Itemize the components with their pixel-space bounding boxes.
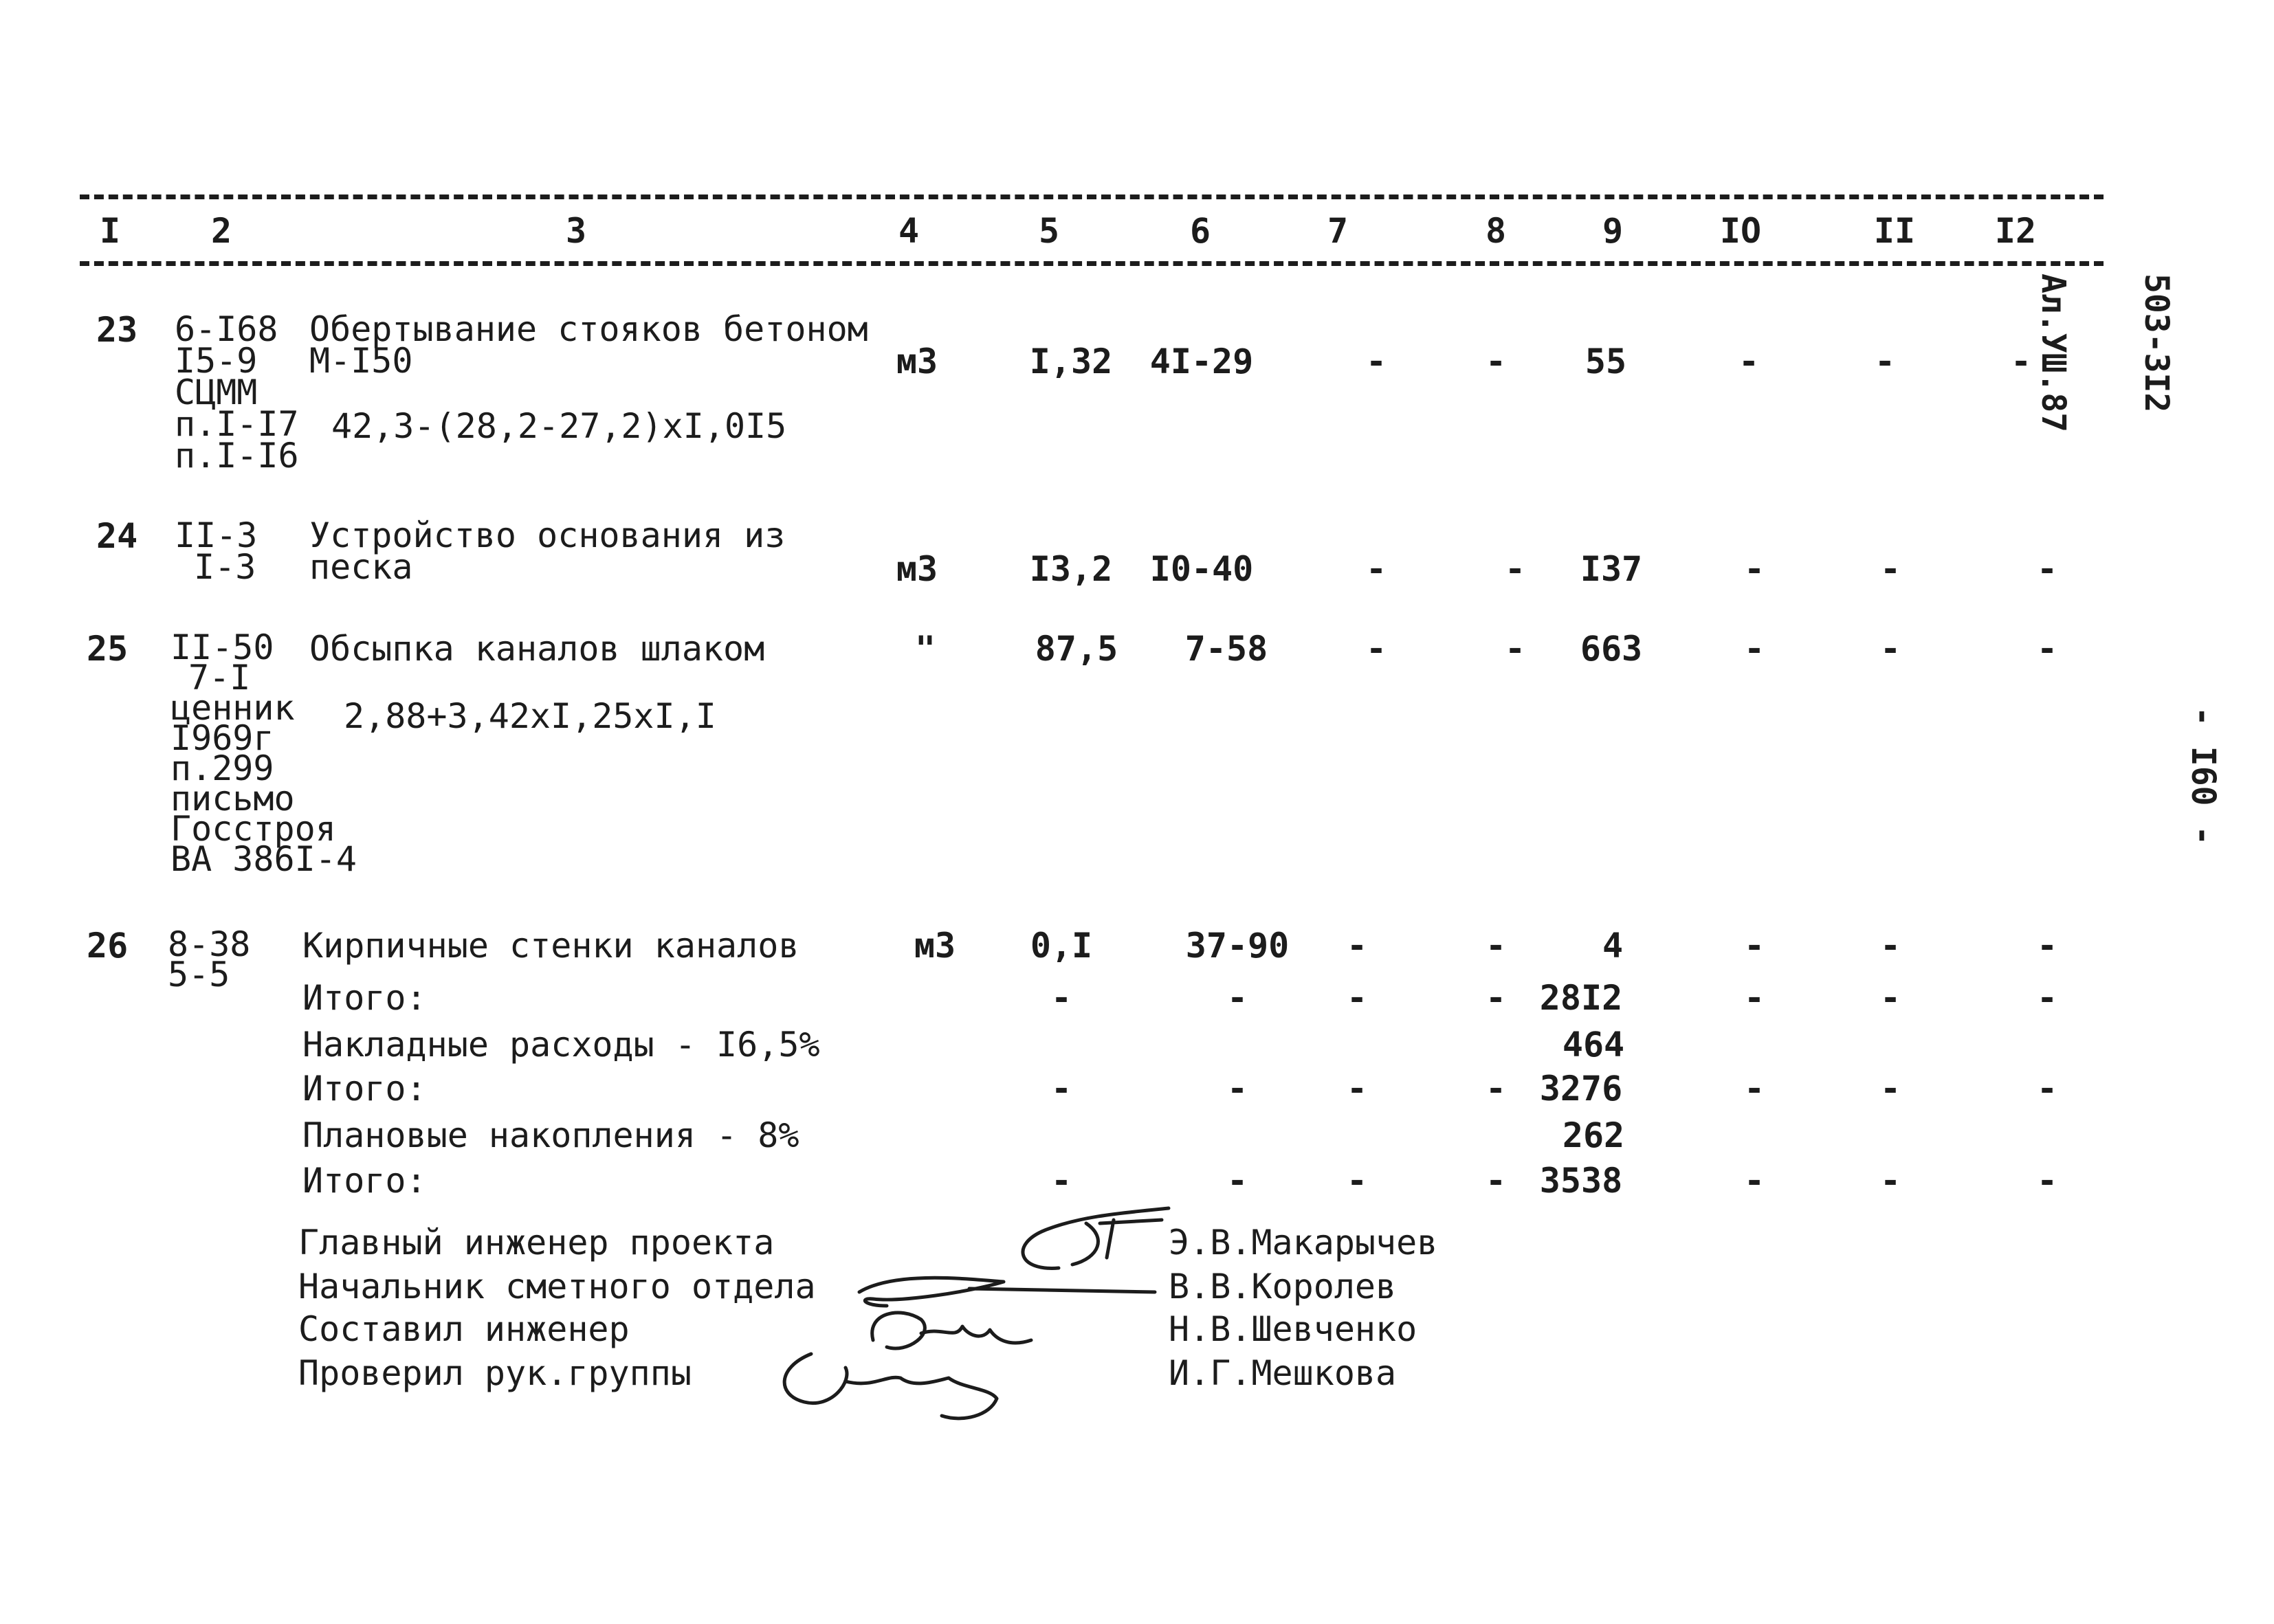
totals-col-10: - bbox=[1743, 1161, 1765, 1201]
rate-code: II-50 7-I ценник I969г п.299 письмо Госстроя ВА 386I-4 bbox=[170, 627, 357, 879]
col-11-value: - bbox=[1879, 629, 1901, 669]
work-description: Кирпичные стенки каналов bbox=[302, 926, 799, 966]
col-11-value: - bbox=[1879, 926, 1901, 966]
totals-col-11: - bbox=[1879, 1069, 1901, 1109]
work-description: Устройство основания из песка bbox=[309, 515, 786, 587]
totals-col-6: - bbox=[1226, 1069, 1248, 1109]
totals-col-10: - bbox=[1743, 978, 1765, 1018]
signature-role: Составил инженер bbox=[298, 1309, 630, 1349]
col-7-value: - bbox=[1365, 629, 1387, 669]
unit-price: 7-58 bbox=[1184, 629, 1268, 669]
totals-col-7: - bbox=[1346, 1069, 1368, 1109]
totals-col-12: - bbox=[2036, 1069, 2058, 1109]
col-header-7: 7 bbox=[1327, 211, 1349, 251]
col-7-value: - bbox=[1365, 549, 1387, 589]
col-10-value: - bbox=[1738, 342, 1760, 381]
unit-price: 37-90 bbox=[1185, 926, 1290, 966]
col-header-2: 2 bbox=[210, 211, 232, 251]
page-number: - I60 - bbox=[2184, 707, 2222, 846]
totals-col-12: - bbox=[2036, 1161, 2058, 1201]
col-8-value: - bbox=[1504, 629, 1526, 669]
volume-formula: 42,3-(28,2-27,2)хI,0I5 bbox=[331, 406, 787, 446]
totals-col-7: - bbox=[1346, 978, 1368, 1018]
quantity: 87,5 bbox=[1035, 629, 1118, 669]
unit-price: I0-40 bbox=[1149, 549, 1254, 589]
totals-col-5: - bbox=[1050, 1069, 1072, 1109]
col-11-value: - bbox=[1879, 549, 1901, 589]
work-description: Обсыпка каналов шлаком bbox=[309, 629, 765, 669]
totals-label: Итого: bbox=[302, 1161, 427, 1201]
col-10-value: - bbox=[1743, 629, 1765, 669]
totals-col-11: - bbox=[1879, 978, 1901, 1018]
rate-code: 6-I68 I5-9 СЦММ п.I-I7 п.I-I6 bbox=[175, 309, 299, 476]
col-header-4: 4 bbox=[898, 211, 920, 251]
doc-code: 503-3I2 bbox=[2137, 274, 2176, 413]
totals-label: Итого: bbox=[302, 978, 427, 1018]
totals-col-9: 3538 bbox=[1539, 1161, 1623, 1201]
signature-role: Начальник сметного отдела bbox=[298, 1267, 816, 1306]
totals-col-6: - bbox=[1226, 978, 1248, 1018]
signature-name: Н.В.Шевченко bbox=[1169, 1309, 1417, 1349]
handwritten-signature-4 bbox=[770, 1340, 1017, 1443]
signature-role: Главный инженер проекта bbox=[298, 1223, 775, 1263]
col-8-value: - bbox=[1504, 549, 1526, 589]
unit: " bbox=[914, 629, 936, 669]
unit-price: 4I-29 bbox=[1149, 342, 1254, 381]
col-11-value: - bbox=[1874, 342, 1896, 381]
total-cost: 55 bbox=[1585, 342, 1627, 381]
col-header-11: II bbox=[1873, 211, 1916, 251]
overhead-label: Накладные расходы - I6,5% bbox=[302, 1025, 820, 1065]
quantity: 0,I bbox=[1030, 926, 1093, 966]
totals-col-8: - bbox=[1485, 1069, 1507, 1109]
total-cost: 4 bbox=[1602, 926, 1624, 966]
col-12-value: - bbox=[2036, 549, 2058, 589]
overhead-value: 464 bbox=[1562, 1025, 1625, 1065]
col-header-9: 9 bbox=[1602, 211, 1624, 251]
signature-name: Э.В.Макарычев bbox=[1169, 1223, 1438, 1263]
col-header-10: IO bbox=[1719, 211, 1762, 251]
col-7-value: - bbox=[1365, 342, 1387, 381]
totals-col-11: - bbox=[1879, 1161, 1901, 1201]
col-12-value: - bbox=[2036, 629, 2058, 669]
album-code: Ал.УШ.87 bbox=[2034, 274, 2073, 433]
col-header-3: 3 bbox=[565, 211, 587, 251]
rate-code: 8-38 5-5 bbox=[168, 924, 251, 994]
total-cost: 663 bbox=[1580, 629, 1643, 669]
col-8-value: - bbox=[1485, 342, 1507, 381]
totals-col-8: - bbox=[1485, 978, 1507, 1018]
rate-code: II-3 I-3 bbox=[175, 515, 258, 587]
totals-col-9: 28I2 bbox=[1539, 978, 1623, 1018]
doc-code-stamp bbox=[1967, 274, 2242, 432]
col-header-1: I bbox=[99, 211, 121, 251]
work-description: Обертывание стояков бетоном М-I50 bbox=[309, 309, 868, 381]
unit: м3 bbox=[896, 549, 938, 589]
unit: м3 bbox=[896, 342, 938, 381]
col-header-6: 6 bbox=[1189, 211, 1211, 251]
col-10-value: - bbox=[1743, 549, 1765, 589]
totals-col-6: - bbox=[1226, 1161, 1248, 1201]
col-7-value: - bbox=[1346, 926, 1368, 966]
col-header-12: I2 bbox=[1994, 211, 2037, 251]
row-number: 26 bbox=[87, 926, 129, 966]
row-number: 25 bbox=[87, 629, 129, 669]
header-top-rule bbox=[80, 194, 2104, 199]
col-10-value: - bbox=[1743, 926, 1765, 966]
col-header-8: 8 bbox=[1485, 211, 1507, 251]
total-cost: I37 bbox=[1580, 549, 1643, 589]
signature-name: И.Г.Мешкова bbox=[1169, 1353, 1397, 1393]
totals-col-10: - bbox=[1743, 1069, 1765, 1109]
quantity: I,32 bbox=[1029, 342, 1113, 381]
volume-formula: 2,88+3,42хI,25хI,I bbox=[344, 696, 716, 736]
col-12-value: - bbox=[2010, 342, 2032, 381]
col-8-value: - bbox=[1485, 926, 1507, 966]
quantity: I3,2 bbox=[1029, 549, 1113, 589]
totals-col-7: - bbox=[1346, 1161, 1368, 1201]
unit: м3 bbox=[914, 926, 956, 966]
header-bottom-rule bbox=[80, 261, 2104, 266]
signature-role: Проверил рук.группы bbox=[298, 1353, 692, 1393]
row-number: 23 bbox=[96, 310, 138, 350]
totals-col-5: - bbox=[1050, 1161, 1072, 1201]
col-12-value: - bbox=[2036, 926, 2058, 966]
planned-savings-value: 262 bbox=[1562, 1115, 1625, 1155]
totals-col-12: - bbox=[2036, 978, 2058, 1018]
totals-col-9: 3276 bbox=[1539, 1069, 1623, 1109]
signature-name: В.В.Королев bbox=[1169, 1267, 1397, 1306]
totals-label: Итого: bbox=[302, 1069, 427, 1109]
row-number: 24 bbox=[96, 516, 138, 556]
col-header-5: 5 bbox=[1038, 211, 1060, 251]
totals-col-8: - bbox=[1485, 1161, 1507, 1201]
totals-col-5: - bbox=[1050, 978, 1072, 1018]
planned-savings-label: Плановые накопления - 8% bbox=[302, 1115, 799, 1155]
